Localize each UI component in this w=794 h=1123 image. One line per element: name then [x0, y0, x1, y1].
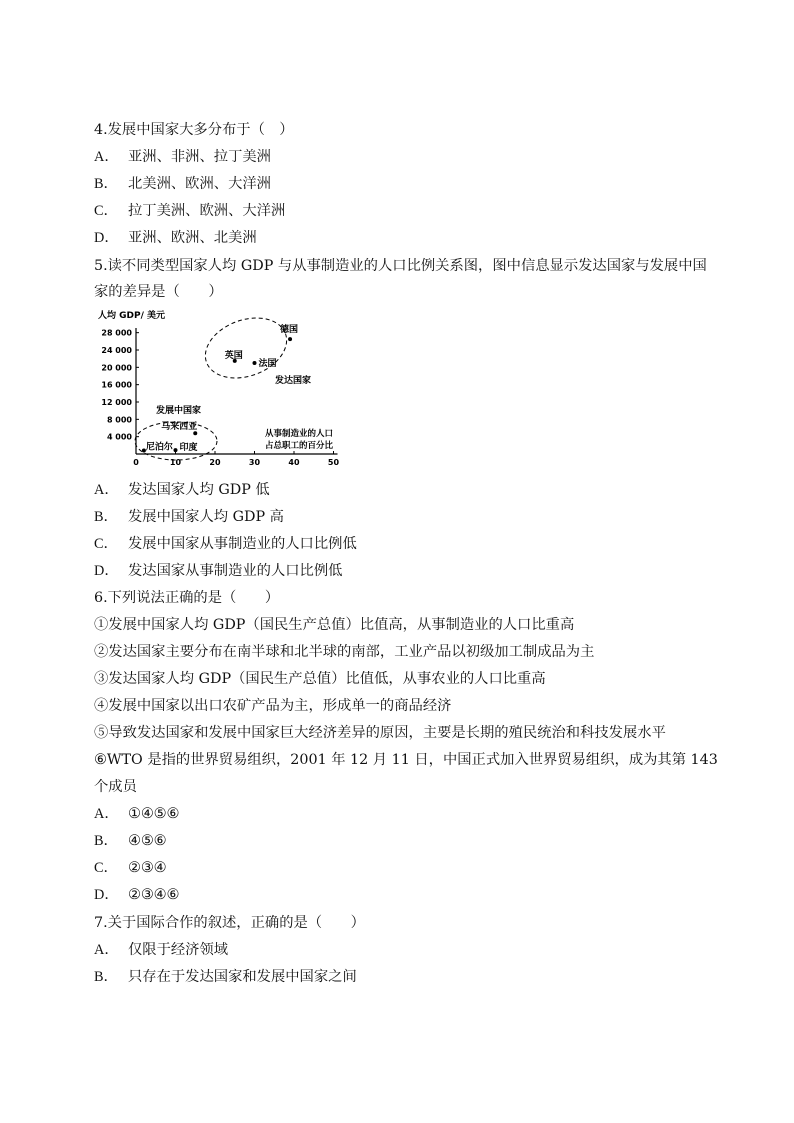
option-text: ①④⑤⑥	[128, 806, 180, 822]
data-point-label: 尼泊尔	[145, 442, 173, 453]
option-letter: D．	[94, 230, 119, 246]
option-letter: D．	[94, 563, 119, 579]
option-letter: C．	[94, 203, 118, 219]
option-letter: A．	[94, 942, 119, 958]
option-text: 亚洲、非洲、拉丁美洲	[128, 149, 271, 165]
option-text: 发达国家从事制造业的人口比例低	[128, 563, 343, 579]
x-tick-label: 50	[327, 458, 340, 467]
q4-option-b[interactable]	[94, 174, 271, 194]
x-tick-label: 20	[209, 458, 221, 467]
option-letter: B．	[94, 509, 118, 525]
option-text: ④⑤⑥	[128, 833, 167, 849]
scatter-chart-svg	[94, 306, 354, 476]
data-point-label: 法国	[258, 359, 277, 369]
option-letter: D．	[94, 887, 119, 903]
q6-statement: ①发展中国家人均 GDP（国民生产总值）比值高，从事制造业的人口比重高	[94, 617, 575, 633]
option-text: 只存在于发达国家和发展中国家之间	[128, 969, 357, 985]
q4-stem: 4.发展中国家大多分布于（ ）	[94, 122, 294, 138]
y-tick-label: 28 000	[101, 328, 132, 338]
y-tick-label: 16 000	[101, 380, 132, 390]
y-tick-label: 12 000	[101, 398, 132, 407]
option-letter: C．	[94, 536, 118, 552]
q5-option-c[interactable]	[94, 534, 357, 554]
data-point-label: 马来西亚	[161, 422, 198, 433]
q6-statement: ⑤导致发达国家和发展中国家巨大经济差异的原因，主要是长期的殖民统治和科技发展水平	[94, 725, 666, 741]
option-text: ②③④	[128, 860, 167, 876]
q4-option-d[interactable]	[94, 228, 257, 248]
option-text: 北美洲、欧洲、大洋洲	[128, 176, 271, 192]
q6-option-c[interactable]	[94, 858, 166, 878]
q6-option-d[interactable]	[94, 885, 179, 905]
x-tick-label: 0	[133, 458, 139, 467]
option-letter: B．	[94, 969, 118, 985]
option-text: ②③④⑥	[128, 887, 180, 903]
option-text: 发展中国家人均 GDP 高	[128, 509, 284, 525]
q4-option-a[interactable]	[94, 147, 271, 167]
x-tick-label: 10	[169, 458, 182, 467]
q6-stem: 6.下列说法正确的是（ ）	[94, 590, 280, 606]
x-tick-label: 40	[288, 458, 300, 467]
option-letter: A．	[94, 149, 119, 165]
q5-option-b[interactable]	[94, 507, 284, 527]
data-point	[253, 361, 257, 365]
x-axis-label-line2: 占总职工的百分比	[264, 441, 334, 451]
y-axis-label: 人均 GDP/ 美元	[98, 311, 166, 321]
y-tick-label: 4 000	[106, 432, 132, 442]
option-text: 拉丁美洲、欧洲、大洋洲	[128, 203, 286, 219]
data-point-label: 德国	[280, 325, 299, 336]
y-tick-label: 20 000	[101, 363, 132, 373]
group-name-developed: 发达国家	[275, 376, 312, 386]
q5-option-d[interactable]	[94, 561, 342, 581]
q5-stem-line1: 5.读不同类型国家人均 GDP 与从事制造业的人口比例关系图，图中信息显示发达国家与发展中国	[94, 258, 707, 274]
q7-option-b[interactable]	[94, 967, 357, 987]
q5-stem-line2: 家的差异是（ ）	[94, 284, 223, 300]
q4-option-c[interactable]	[94, 201, 285, 221]
q6-option-b[interactable]	[94, 831, 166, 851]
q6-statement: ④发展中国家以出口农矿产品为主，形成单一的商品经济	[94, 698, 452, 714]
q6-statement: ③发达国家人均 GDP（国民生产总值）比值低，从事农业的人口比重高	[94, 671, 546, 687]
option-text: 亚洲、欧洲、北美洲	[128, 230, 257, 246]
y-tick-label: 24 000	[101, 346, 132, 355]
q5-option-a[interactable]	[94, 480, 270, 500]
data-point-label: 印度	[179, 443, 198, 454]
q7-option-a[interactable]	[94, 940, 228, 960]
option-text: 发展中国家从事制造业的人口比例低	[128, 536, 357, 552]
option-letter: A．	[94, 806, 119, 822]
y-tick-label: 8 000	[106, 415, 132, 425]
option-letter: B．	[94, 176, 118, 192]
data-point	[174, 448, 178, 452]
option-letter: A．	[94, 482, 119, 498]
data-point	[288, 337, 292, 341]
q6-option-a[interactable]	[94, 804, 179, 824]
option-letter: B．	[94, 833, 118, 849]
data-point-label: 英国	[224, 350, 243, 361]
x-tick-label: 30	[248, 458, 261, 467]
q6-statement: ⑥WTO 是指的世界贸易组织，2001 年 12 月 11 日，中国正式加入世界贸易组织，成为其第 143	[94, 752, 718, 768]
group-name-developing: 发展中国家	[156, 406, 202, 416]
q7-stem: 7.关于国际合作的叙述，正确的是（ ）	[94, 915, 365, 931]
option-letter: C．	[94, 860, 118, 876]
option-text: 仅限于经济领域	[128, 942, 229, 958]
gdp-manufacturing-chart	[94, 306, 354, 476]
x-axis-label-line1: 从事制造业的人口	[264, 429, 334, 439]
q6-statement: ②发达国家主要分布在南半球和北半球的南部，工业产品以初级加工制成品为主	[94, 644, 595, 660]
option-text: 发达国家人均 GDP 低	[128, 482, 270, 498]
q6-statement: 个成员	[94, 779, 137, 795]
